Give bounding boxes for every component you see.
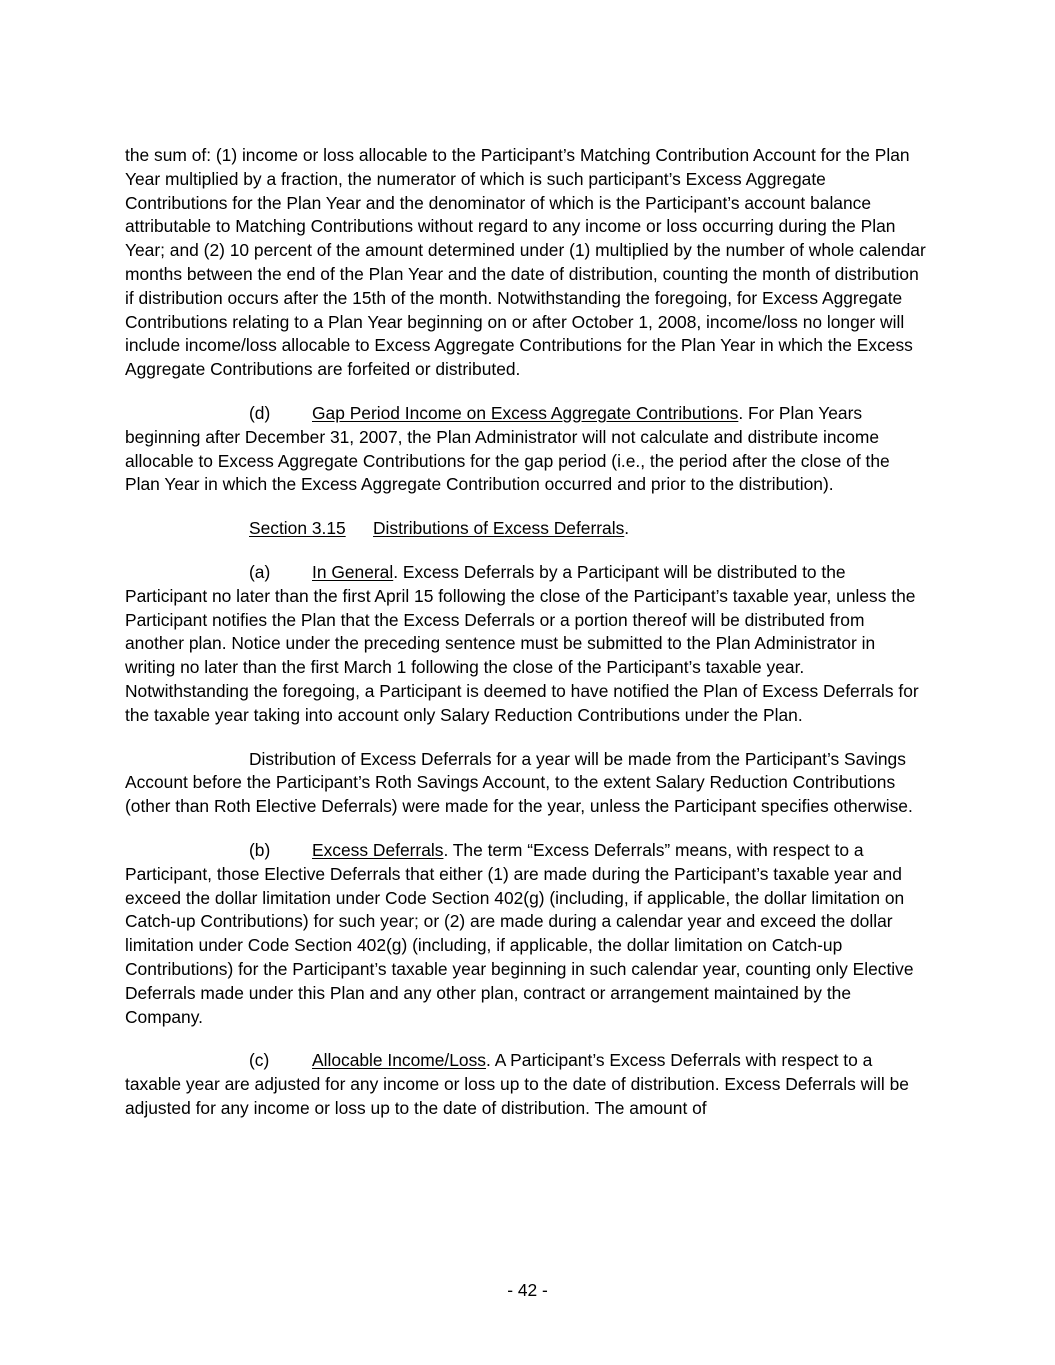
subsection-text: . The term “Excess Deferrals” means, with respect to a Participant, those Elective Deferrals that either (1) are made during the Participant’s taxable year and exceed the dollar limitation under Code Section 402(g) (including, if applicable, the dollar limitation on Catch-up Contributions) for such year; or (2) are made during a calendar year and exceed the dollar limitation under Code Section 402(g) (including, if applicable, the dollar limitation on Catch-up Contributions) for the Participant’s taxable year beginning in such calendar year, counting only Elective Deferrals made under this Plan and any other plan, contract or arrangement maintained by the Company. xyxy=(125,839,914,1027)
subsection-text: . Excess Deferrals by a Participant will be distributed to the Participant no later than the first April 15 following the close of the Participant’s taxable year, unless the Participant notifies the Plan that the Excess Deferrals or a portion thereof will be distributed from another plan. Notice under the preceding sentence must be submitted to the Plan Administrator in writing no later than the first March 1 following the close of the Participant’s taxable year. Notwithstanding the foregoing, a Participant is deemed to have notified the Plan of Excess Deferrals for the taxable year taking into account only Salary Reduction Contributions under the Plan. xyxy=(125,561,919,725)
subsection-heading: In General xyxy=(312,561,394,582)
subsection-c xyxy=(125,1049,927,1120)
page-number: - 42 - xyxy=(507,1280,548,1300)
subsection-label: (d) xyxy=(249,402,271,423)
paragraph-text: the sum of: (1) income or loss allocable to the Participant’s Matching Contribution Account for the Plan Year multiplied by a fraction, the numerator of which is such participant’s Excess Aggregate Contributions for the Plan Year and the denominator of which is the Participant’s account balance attributable to Matching Contributions without regard to any income or loss occurring during the Plan Year; and (2) 10 percent of the amount determined under (1) multiplied by the number of whole calendar months between the end of the Plan Year and the date of distribution, counting the month of distribution if distribution occurs after the 15th of the month. Notwithstanding the foregoing, for Excess Aggregate Contributions relating to a Plan Year beginning on or after October 1, 2008, income/loss no longer will include income/loss allocable to Excess Aggregate Contributions for the Plan Year in which the Excess Aggregate Contributions are forfeited or distributed. xyxy=(125,145,926,380)
paragraph-text: Distribution of Excess Deferrals for a year will be made from the Participant’s Savings Account before the Participant’s Roth Savings Account, to the extent Salary Reduction Contributions (other than Roth Elective Deferrals) were made for the year, unless the Participant specifies otherwise. xyxy=(125,748,913,817)
subsection-a xyxy=(125,561,927,728)
section-number: Section 3.15 xyxy=(249,518,346,539)
subsection-b xyxy=(125,839,927,1029)
document-body xyxy=(125,144,927,1141)
subsection-label: (b) xyxy=(249,839,271,860)
subsection-text: . For Plan Years beginning after December 31, 2007, the Plan Administrator will not calculate and distribute income allocable to Excess Aggregate Contributions for the gap period (i.e., the period after the close of the Plan Year in which the Excess Aggregate Contribution occurred and prior to the distribution). xyxy=(125,402,890,495)
subsection-heading: Excess Deferrals xyxy=(312,839,444,860)
section-title-period: . xyxy=(624,518,630,539)
subsection-heading: Allocable Income/Loss xyxy=(312,1050,486,1071)
section-heading xyxy=(125,517,927,541)
subsection-label: (c) xyxy=(249,1050,270,1071)
section-title: Distributions of Excess Deferrals xyxy=(373,518,625,539)
subsection-text: . A Participant’s Excess Deferrals with respect to a taxable year are adjusted for any income or loss up to the date of distribution. Excess Deferrals will be adjusted for any income or loss up to the date of distribution. The amount of xyxy=(125,1050,909,1118)
subsection-d xyxy=(125,402,927,497)
paragraph-distribution-order xyxy=(125,748,927,819)
subsection-heading: Gap Period Income on Excess Aggregate Contributions xyxy=(312,402,739,423)
subsection-label: (a) xyxy=(249,561,271,582)
paragraph-continuation xyxy=(125,144,927,382)
